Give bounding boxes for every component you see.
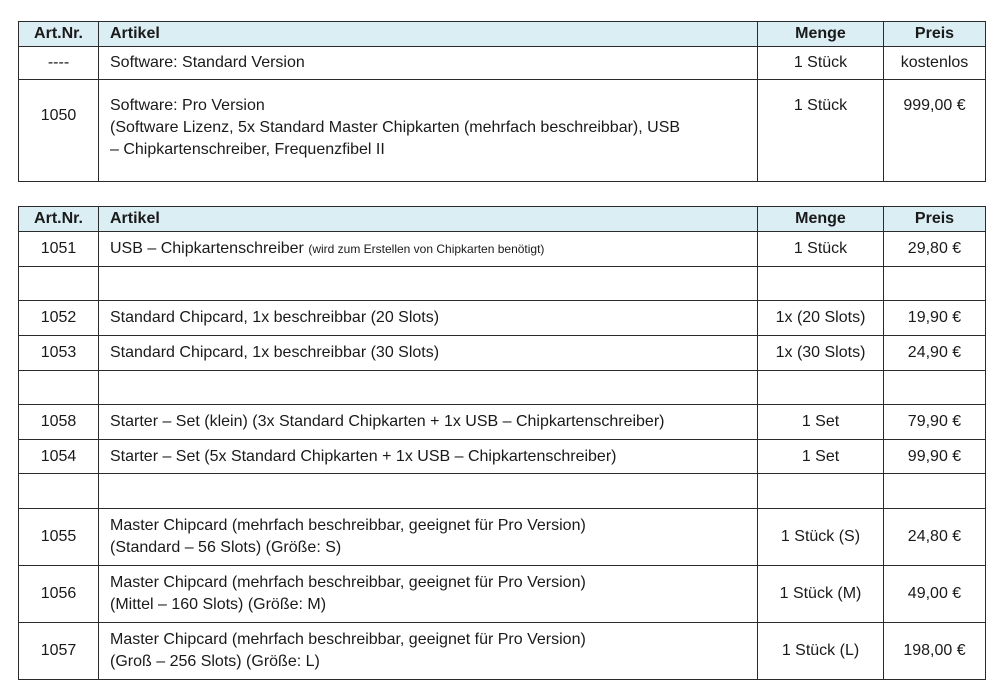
- table-row: [19, 623, 986, 680]
- table-row: [19, 336, 986, 371]
- table-row: [19, 80, 986, 182]
- cell-artnr: 1056: [19, 566, 99, 623]
- table-header-row: [19, 207, 986, 232]
- artikel-note: (wird zum Erstellen von Chipkarten benötigt): [308, 242, 545, 256]
- table-row: [19, 301, 986, 336]
- cell-artikel: [99, 80, 758, 182]
- table-row-empty: [19, 371, 986, 405]
- artikel-line: (Mittel – 160 Slots) (Größe: M): [110, 596, 327, 613]
- cell-menge: 1 Set: [758, 405, 884, 440]
- cell-empty: [758, 267, 884, 301]
- cell-empty: [758, 474, 884, 509]
- cell-empty: [99, 267, 758, 301]
- cell-menge: 1 Stück: [758, 80, 884, 182]
- artikel-line: (Standard – 56 Slots) (Größe: S): [110, 539, 342, 556]
- header-artikel: Artikel: [99, 22, 758, 47]
- table-row: [19, 566, 986, 623]
- price-table-accessories: [18, 206, 986, 680]
- cell-menge: 1 Stück: [758, 47, 884, 80]
- cell-preis: 79,90 €: [884, 405, 986, 440]
- cell-empty: [19, 267, 99, 301]
- cell-artikel: [99, 623, 758, 680]
- cell-preis: 29,80 €: [884, 232, 986, 267]
- header-artnr: Art.Nr.: [19, 207, 99, 232]
- table-row: [19, 232, 986, 267]
- cell-menge: 1x (30 Slots): [758, 336, 884, 371]
- cell-empty: [19, 474, 99, 509]
- table-row: [19, 440, 986, 474]
- cell-menge: 1 Stück (L): [758, 623, 884, 680]
- cell-preis: 99,90 €: [884, 440, 986, 474]
- cell-artikel: Starter – Set (klein) (3x Standard Chipkarten + 1x USB – Chipkartenschreiber): [99, 405, 758, 440]
- cell-empty: [884, 474, 986, 509]
- header-menge: Menge: [758, 207, 884, 232]
- cell-menge: 1x (20 Slots): [758, 301, 884, 336]
- cell-empty: [99, 474, 758, 509]
- header-artnr: Art.Nr.: [19, 22, 99, 47]
- cell-artnr: 1054: [19, 440, 99, 474]
- cell-artnr: 1055: [19, 509, 99, 566]
- cell-menge: 1 Stück (M): [758, 566, 884, 623]
- cell-menge: 1 Set: [758, 440, 884, 474]
- cell-empty: [884, 371, 986, 405]
- cell-artikel: [99, 232, 758, 267]
- artikel-line: Master Chipcard (mehrfach beschreibbar, geeignet für Pro Version): [110, 631, 586, 648]
- cell-artnr: 1050: [19, 80, 99, 182]
- cell-artikel: Software: Standard Version: [99, 47, 758, 80]
- cell-artikel: Starter – Set (5x Standard Chipkarten + 1x USB – Chipkartenschreiber): [99, 440, 758, 474]
- artikel-line: Master Chipcard (mehrfach beschreibbar, geeignet für Pro Version): [110, 517, 586, 534]
- table-row-empty: [19, 267, 986, 301]
- header-preis: Preis: [884, 207, 986, 232]
- artikel-line: Master Chipcard (mehrfach beschreibbar, geeignet für Pro Version): [110, 574, 586, 591]
- cell-empty: [884, 267, 986, 301]
- header-preis: Preis: [884, 22, 986, 47]
- cell-artnr: 1053: [19, 336, 99, 371]
- cell-empty: [99, 371, 758, 405]
- price-table-software: [18, 21, 986, 182]
- artikel-text: USB – Chipkartenschreiber: [110, 240, 304, 257]
- cell-artnr: 1052: [19, 301, 99, 336]
- cell-preis: 24,80 €: [884, 509, 986, 566]
- cell-preis: kostenlos: [884, 47, 986, 80]
- table-row: [19, 509, 986, 566]
- cell-artnr: 1058: [19, 405, 99, 440]
- cell-artnr: 1057: [19, 623, 99, 680]
- cell-artnr: 1051: [19, 232, 99, 267]
- cell-artikel: [99, 509, 758, 566]
- cell-artikel: Standard Chipcard, 1x beschreibbar (30 Slots): [99, 336, 758, 371]
- cell-artikel: [99, 566, 758, 623]
- artikel-line: Software: Pro Version: [110, 97, 265, 114]
- header-artikel: Artikel: [99, 207, 758, 232]
- artikel-line: (Groß – 256 Slots) (Größe: L): [110, 653, 320, 670]
- cell-preis: 24,90 €: [884, 336, 986, 371]
- cell-menge: 1 Stück (S): [758, 509, 884, 566]
- table-row: [19, 405, 986, 440]
- cell-artnr: ----: [19, 47, 99, 80]
- table-header-row: [19, 22, 986, 47]
- cell-preis: 999,00 €: [884, 80, 986, 182]
- artikel-line: (Software Lizenz, 5x Standard Master Chipkarten (mehrfach beschreibbar), USB: [110, 119, 681, 136]
- header-menge: Menge: [758, 22, 884, 47]
- cell-preis: 198,00 €: [884, 623, 986, 680]
- cell-preis: 49,00 €: [884, 566, 986, 623]
- cell-artikel: Standard Chipcard, 1x beschreibbar (20 Slots): [99, 301, 758, 336]
- cell-empty: [19, 371, 99, 405]
- cell-menge: 1 Stück: [758, 232, 884, 267]
- artikel-line: – Chipkartenschreiber, Frequenzfibel II: [110, 141, 385, 158]
- table-row: [19, 47, 986, 80]
- cell-preis: 19,90 €: [884, 301, 986, 336]
- table-row-empty: [19, 474, 986, 509]
- cell-empty: [758, 371, 884, 405]
